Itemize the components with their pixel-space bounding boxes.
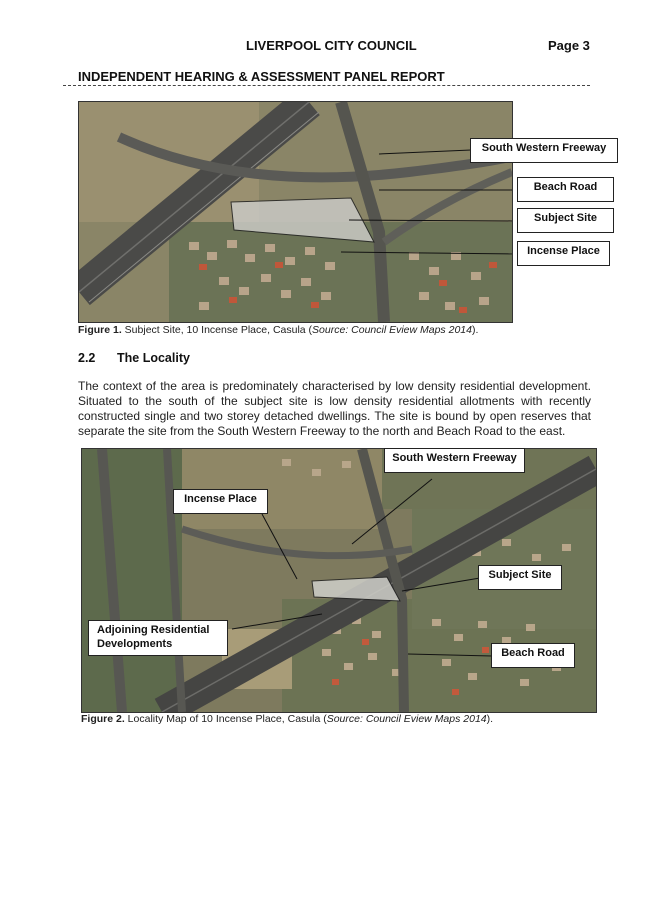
figure2-label-adjoining-line2: Developments bbox=[97, 637, 173, 650]
section-number: 2.2 bbox=[78, 351, 96, 365]
figure2-label-incense-place: Incense Place bbox=[173, 489, 268, 514]
figure1-aerial-map bbox=[78, 101, 513, 323]
figure2-label-adjoining bbox=[88, 620, 228, 656]
figure1-caption-end: ). bbox=[471, 324, 479, 336]
figure2-label-beach-road: Beach Road bbox=[491, 643, 575, 668]
report-title: INDEPENDENT HEARING & ASSESSMENT PANEL REPORT bbox=[78, 69, 445, 84]
section-title: The Locality bbox=[117, 351, 190, 365]
figure2-caption-end: ). bbox=[486, 713, 494, 725]
figure2-caption-label: Figure 2. bbox=[81, 713, 125, 725]
figure2-label-adjoining-line1: Adjoining Residential bbox=[97, 624, 210, 636]
figure2-caption-text: Locality Map of 10 Incense Place, Casula ( bbox=[124, 713, 327, 725]
locality-paragraph: The context of the area is predominately characterised by low density residential development. Situated to the south of the subject site is low density residential allotments with recently constructed single and two storey detached dwellings. The site is bound by open reserves that separate the site from the South Western Freeway to the north and Beach Road to the east. bbox=[78, 379, 591, 438]
figure1-caption bbox=[78, 324, 478, 336]
figure2-caption bbox=[81, 713, 493, 725]
figure1-caption-source: Source: Council Eview Maps 2014 bbox=[312, 324, 472, 336]
figure2-caption-source: Source: Council Eview Maps 2014 bbox=[326, 713, 487, 725]
figure2-label-subject-site: Subject Site bbox=[478, 565, 562, 590]
figure1-caption-label: Figure 1. bbox=[78, 324, 122, 336]
figure1-caption-text: Subject Site, 10 Incense Place, Casula ( bbox=[121, 324, 313, 336]
header-divider bbox=[63, 85, 590, 86]
council-name: LIVERPOOL CITY COUNCIL bbox=[246, 38, 417, 53]
page-number: Page 3 bbox=[548, 38, 590, 53]
figure2-label-freeway: South Western Freeway bbox=[384, 448, 525, 473]
figure1-label-freeway: South Western Freeway bbox=[470, 138, 618, 163]
figure1-label-incense-place: Incense Place bbox=[517, 241, 610, 266]
figure1-label-subject-site: Subject Site bbox=[517, 208, 614, 233]
figure1-label-beach-road: Beach Road bbox=[517, 177, 614, 202]
